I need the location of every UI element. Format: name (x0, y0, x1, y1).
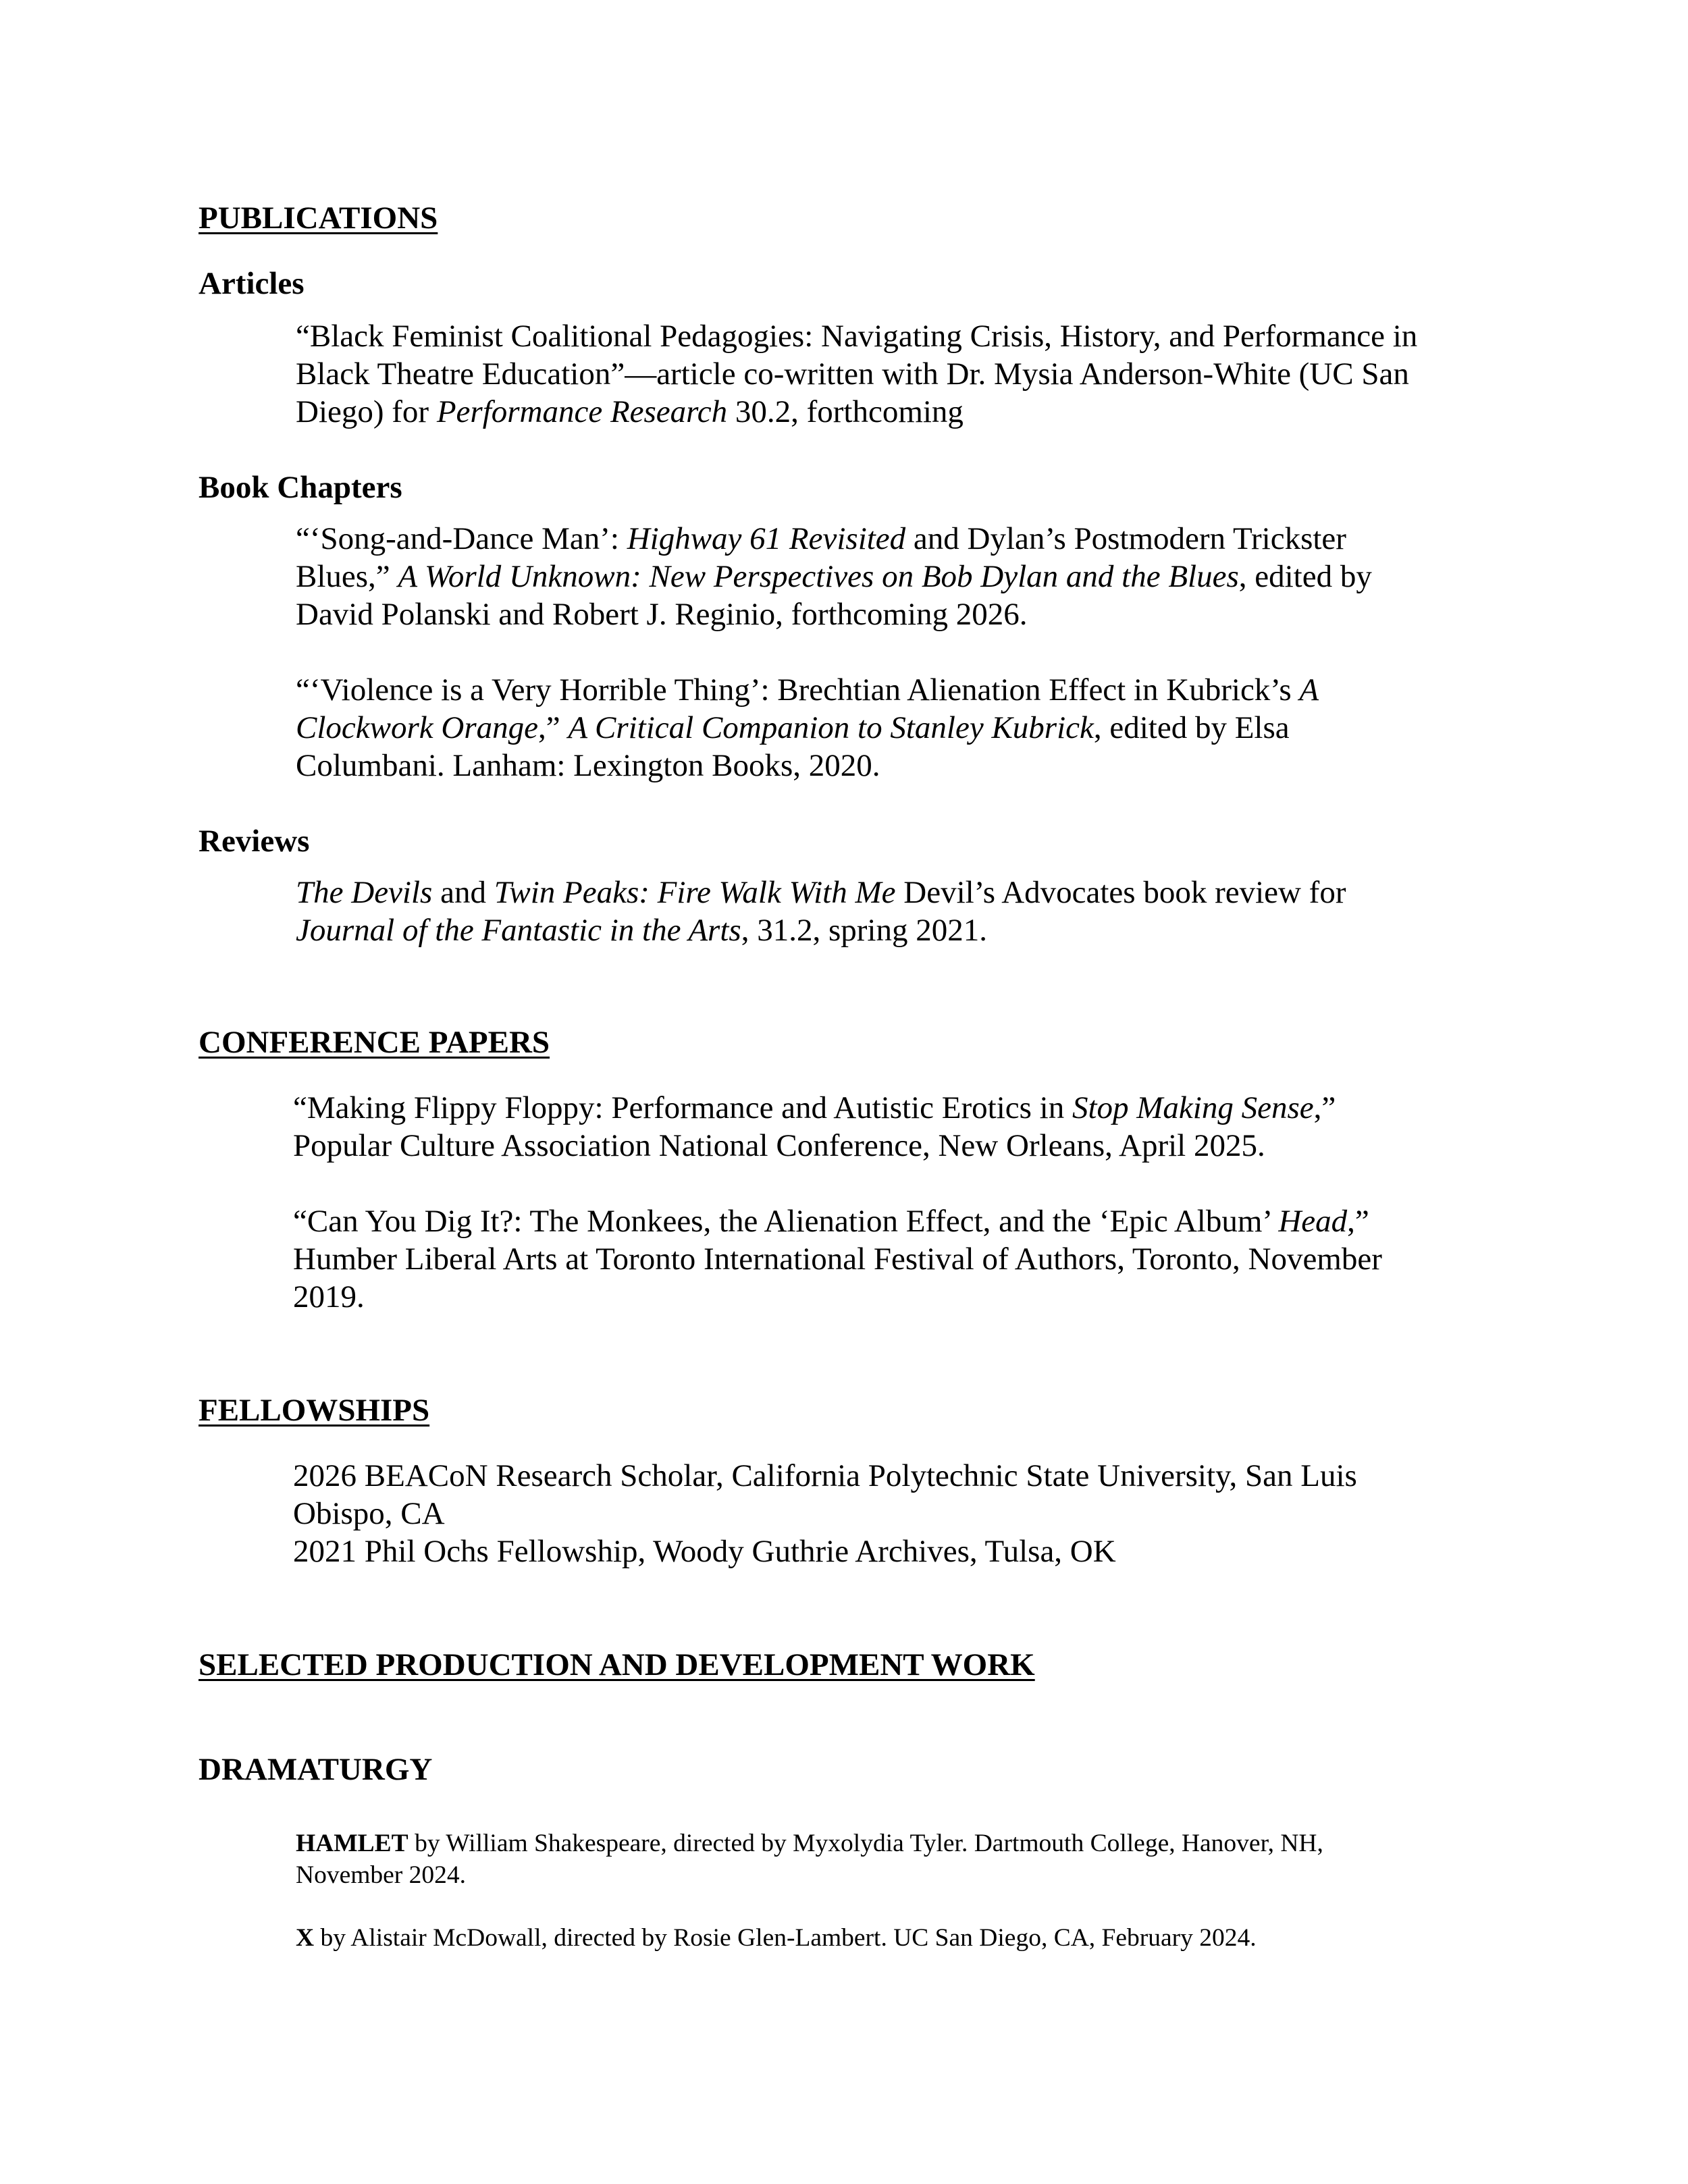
conference-entry-1 (293, 1089, 1502, 1165)
chapter1-line-1: “‘Song-and-Dance Man’: Highway 61 Revisited and Dylan’s Postmodern Trickster (296, 521, 1346, 556)
production-title: HAMLET (296, 1830, 408, 1857)
dramaturgy-entry-1 (296, 1828, 1498, 1891)
chapter2-line-2: Clockwork Orange,” A Critical Companion to Stanley Kubrick, edited by Elsa (296, 710, 1290, 745)
conf2-line-3: 2019. (293, 1279, 365, 1314)
conf1-line-1: “Making Flippy Floppy: Performance and Autistic Erotics in Stop Making Sense,” (293, 1090, 1336, 1125)
fellowships-heading: FELLOWSHIPS (199, 1393, 430, 1428)
chapter2-line-1: “‘Violence is a Very Horrible Thing’: Brechtian Alienation Effect in Kubrick’s A (296, 672, 1319, 708)
book-chapter-entry-2 (296, 671, 1498, 784)
conference-entry-2 (293, 1202, 1502, 1316)
publications-heading: PUBLICATIONS (199, 201, 438, 236)
fellowships-entry (293, 1457, 1502, 1570)
review-entry (296, 874, 1498, 949)
chapter1-line-3: David Polanski and Robert J. Reginio, forthcoming 2026. (296, 597, 1028, 632)
article-entry (296, 317, 1498, 431)
dramaturgy-entry-2 (296, 1922, 1498, 1954)
dramaturgy1-line-2: November 2024. (296, 1861, 467, 1889)
chapter2-line-3: Columbani. Lanham: Lexington Books, 2020. (296, 748, 880, 783)
conf1-line-2: Popular Culture Association National Conference, New Orleans, April 2025. (293, 1128, 1265, 1163)
review-line-2: Journal of the Fantastic in the Arts, 31.2, spring 2021. (296, 913, 987, 948)
dramaturgy2-line-1: X by Alistair McDowall, directed by Rosie Glen-Lambert. UC San Diego, CA, February 2024. (296, 1924, 1257, 1952)
conference-papers-heading: CONFERENCE PAPERS (199, 1025, 550, 1060)
fellowship-line-1: 2026 BEACoN Research Scholar, California Polytechnic State University, San Luis (293, 1458, 1357, 1493)
conf2-line-1: “Can You Dig It?: The Monkees, the Alienation Effect, and the ‘Epic Album’ Head,” (293, 1204, 1369, 1239)
review-line-1: The Devils and Twin Peaks: Fire Walk With Me Devil’s Advocates book review for (296, 875, 1346, 910)
fellowship-line-3: 2021 Phil Ochs Fellowship, Woody Guthrie Archives, Tulsa, OK (293, 1534, 1116, 1569)
production-title: X (296, 1924, 315, 1952)
fellowship-line-2: Obispo, CA (293, 1496, 445, 1531)
journal-title: Performance Research (436, 394, 728, 429)
dramaturgy-heading: DRAMATURGY (199, 1752, 433, 1787)
articles-heading: Articles (199, 266, 305, 301)
chapter1-line-2: Blues,” A World Unknown: New Perspectives on Bob Dylan and the Blues, edited by (296, 559, 1372, 594)
article-line-3: Diego) for Performance Research 30.2, forthcoming (296, 394, 964, 429)
book-chapter-entry-1 (296, 520, 1498, 633)
dramaturgy1-line-1: HAMLET by William Shakespeare, directed by Myxolydia Tyler. Dartmouth College, Hanover, NH, (296, 1830, 1323, 1857)
conf2-line-2: Humber Liberal Arts at Toronto International Festival of Authors, Toronto, November (293, 1242, 1382, 1277)
book-chapters-heading: Book Chapters (199, 470, 402, 505)
production-heading: SELECTED PRODUCTION AND DEVELOPMENT WORK (199, 1647, 1035, 1682)
article-line-1: “Black Feminist Coalitional Pedagogies: Navigating Crisis, History, and Performance in (296, 319, 1418, 354)
article-line-2: Black Theatre Education”—article co-written with Dr. Mysia Anderson-White (UC San (296, 356, 1409, 392)
reviews-heading: Reviews (199, 824, 310, 859)
